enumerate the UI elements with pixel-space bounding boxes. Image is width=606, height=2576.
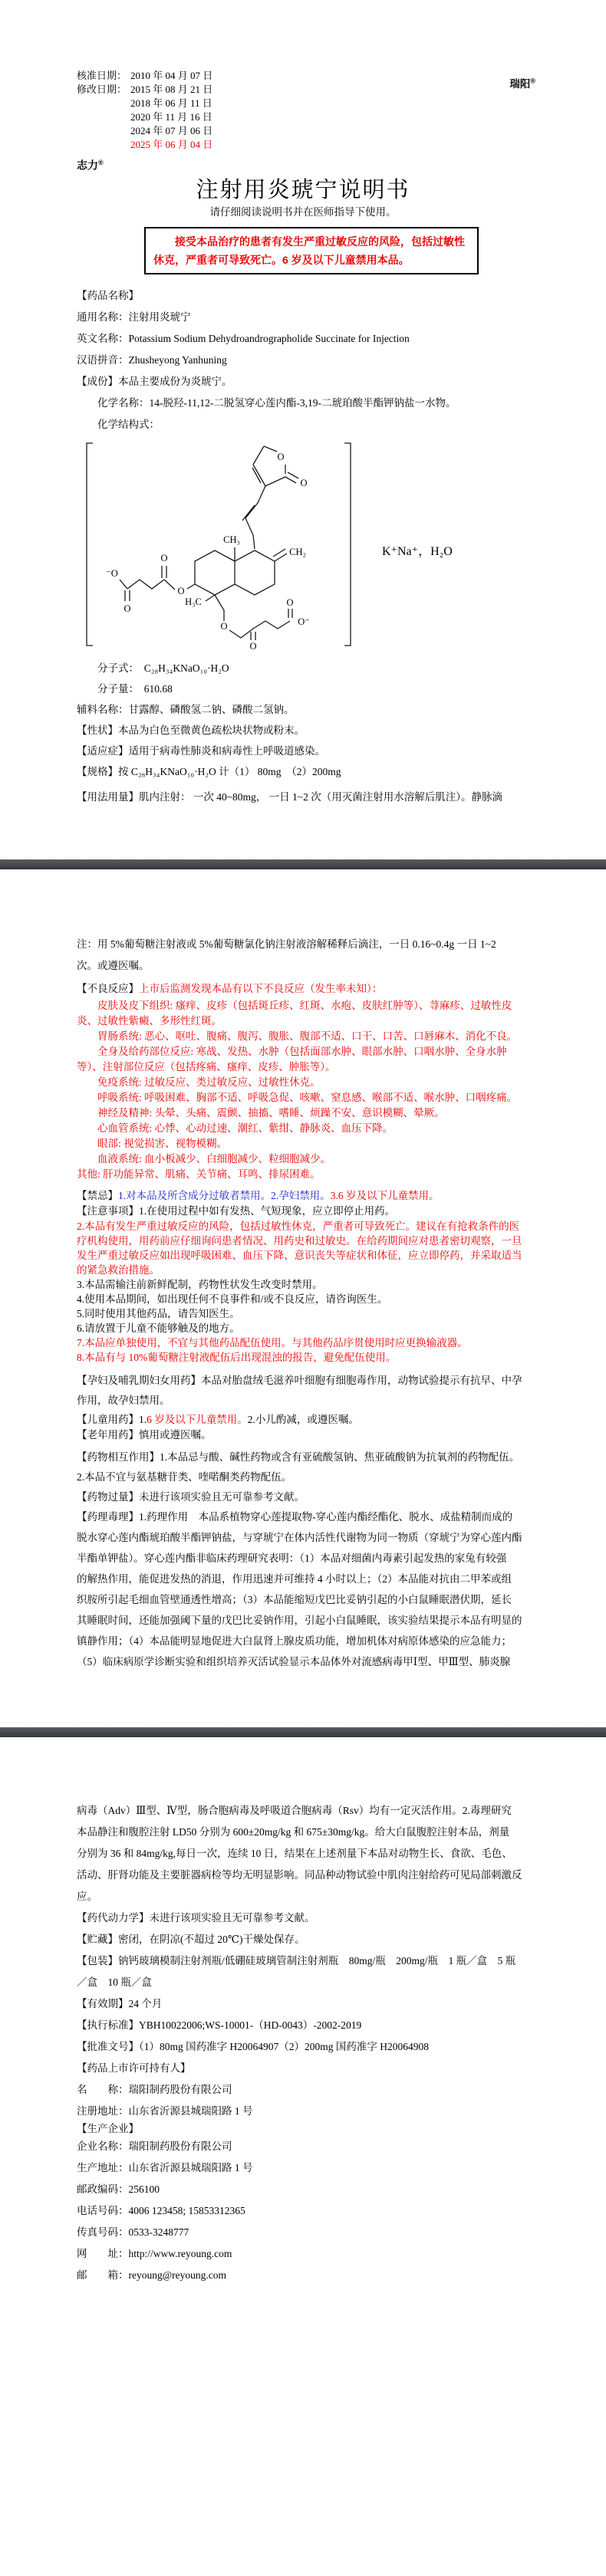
- text-line: [77, 1188, 529, 1204]
- page-separator: [0, 859, 606, 869]
- text-line: [77, 980, 529, 998]
- text-segment: 次。或遵医嘱。: [77, 960, 150, 971]
- brand-zhili-text: 志力: [77, 159, 98, 172]
- text-segment: 心血管系统: 心悸、心动过速、潮红、紫绀、静脉炎、血压下降。: [97, 1122, 394, 1134]
- text-segment: 【性状】本品为白色至微黄色疏松块状物或粉末。: [77, 724, 305, 736]
- text-segment: 2.本品有发生严重过敏反应的风险，包括过敏性休克，严重者可导致死亡。建议在有抢救条件的医: [77, 1221, 520, 1232]
- text-segment: 【贮藏】密闭，在阴凉(不超过 20℃)干燥处保存。: [77, 1934, 305, 1945]
- text-segment: 【生产企业】: [77, 2123, 139, 2134]
- text-segment: 电话号码：4006 123458; 15853312365: [77, 2205, 245, 2216]
- document-subtitle: 请仔细阅读说明书并在医师指导下使用。: [209, 205, 397, 218]
- text-segment: 胃肠系统: 恶心、呕吐、腹痛、腹泻、腹胀、腹部不适、口干、口苦、口唇麻木、消化不良。: [97, 1030, 518, 1042]
- text-segment: 镇静作用；（4）本品能明显地促进大白鼠肾上腺皮质功能，增加机体对病原体感染的应急能力；: [77, 1635, 512, 1647]
- text-segment: 免疫系统: 过敏反应、类过敏反应、过敏性休克。: [97, 1076, 321, 1088]
- text-line: [77, 699, 529, 720]
- text-segment: 【用法用量】肌内注射： 一次 40~80mg， 一日 1~2 次（用灭菌注射用水溶解后肌注）。静脉滴: [77, 790, 502, 803]
- text-line: [77, 1321, 529, 1336]
- text-line: [77, 2058, 529, 2079]
- text-line: [77, 2222, 529, 2243]
- page-separator: [0, 1727, 606, 1737]
- text-segment: 炎、过敏性紫癜、多形性红斑。: [77, 1015, 222, 1027]
- text-line: [77, 1631, 529, 1651]
- text-line: [77, 1014, 529, 1029]
- text-segment: 等）、注射部位反应（包括疼痛、瘙痒、皮疹、肿胀等）。: [77, 1061, 336, 1073]
- text-line: [77, 1428, 529, 1443]
- text-segment: 【老年用药】慎用或遵医嘱。: [77, 1429, 212, 1441]
- text-segment: 活动、肝肾功能及主要脏器病检等均无明显影响。同品种动物试验中肌肉注射给药可见局部刺激反: [77, 1869, 522, 1881]
- revision-date-value: 2015 年 08 月 21 日: [130, 84, 213, 95]
- oxygen-label: O: [124, 603, 131, 614]
- text-line: [77, 350, 529, 371]
- text-line: [77, 1350, 529, 1365]
- text-segment: 名 称：瑞阳制药股份有限公司: [77, 2084, 232, 2095]
- text-line: [77, 998, 529, 1014]
- text-segment: 分别为 36 和 84mg/kg,每日一次，连续 10 日，结果在上述剂量下本品对动物生长、食欲、毛色、: [77, 1848, 512, 1859]
- text-segment: 网 址：http://www.reyoung.com: [77, 2248, 232, 2259]
- text-line: [77, 371, 529, 393]
- carboxylate-label: O⁻: [298, 616, 310, 627]
- revision-date-row: [77, 83, 529, 97]
- text-line: [77, 307, 529, 328]
- page-3: [0, 1737, 606, 2576]
- registered-mark-icon: ®: [98, 159, 104, 166]
- text-segment: 【药理毒理】1.药理作用 本品系植物穿心莲提取物-穿心莲内酯经酯化、脱水、成盐精制而成的: [77, 1511, 513, 1523]
- text-line: [77, 1090, 529, 1106]
- text-line: [77, 2036, 529, 2058]
- text-line: [77, 1371, 529, 1391]
- text-line: [77, 1548, 529, 1569]
- text-line: [77, 2243, 529, 2265]
- text-line: [77, 1527, 529, 1548]
- black-box-warning: [144, 227, 479, 274]
- text-line: [77, 2265, 529, 2286]
- text-segment: 【有效期】24 个月: [77, 1998, 163, 2009]
- text-line: [77, 1336, 529, 1350]
- text-segment: 【儿童用药】1.: [77, 1414, 147, 1425]
- text-segment: 英文名称：Potassium Sodium Dehydroandrographolide Succinate for Injection: [77, 332, 410, 344]
- text-segment: 6 岁及以下儿童禁用。: [147, 1414, 248, 1425]
- text-line: [77, 1121, 529, 1136]
- text-segment: 2.小儿酌减，或遵医嘱。: [247, 1414, 359, 1425]
- text-segment: 注：用 5%葡萄糖注射液或 5%葡萄糖氯化钠注射液溶解稀释后滴注，一日 0.16~0.4g 一日 1~2: [77, 938, 496, 950]
- text-segment: 辅料名称：甘露醇、磷酸氢二钠、磷酸二氢钠。: [77, 703, 295, 715]
- revision-date-row-latest: [77, 138, 529, 152]
- text-line: [77, 1234, 529, 1248]
- text-segment: 6.请放置于儿童不能够触及的地方。: [77, 1322, 240, 1334]
- text-segment: 【药品名称】: [77, 289, 139, 301]
- text-segment: 邮 箱：reyoung@reyoung.com: [77, 2269, 227, 2281]
- text-segment: 【药物过量】未进行该项实验且无可靠参考文献。: [77, 1491, 305, 1503]
- text-line: [77, 2136, 529, 2157]
- methyl-label: CH₃: [223, 534, 240, 545]
- text-segment: 【注意事项】1.在使用过程中如有发热、气短现象，应立即停止用药。: [77, 1205, 396, 1217]
- text-segment: 5.同时使用其他药品，请告知医生。: [77, 1308, 240, 1319]
- text-line: [77, 1800, 529, 1822]
- text-segment: 邮政编码：256100: [77, 2183, 160, 2195]
- approval-date-row: [77, 69, 529, 83]
- text-segment: 皮肤及皮下组织: 瘙痒、皮疹（包括斑丘疹、红斑、水疱、皮肤红肿等）、荨麻疹、过敏性皮: [97, 1000, 512, 1011]
- text-line: [77, 1204, 529, 1219]
- text-line: [77, 1447, 529, 1467]
- text-segment: 【包装】钠钙玻璃模制注射剂瓶/低硼硅玻璃管制注射剂瓶 80mg/瓶 200mg/瓶 1 瓶／盒 5 瓶: [77, 1955, 516, 1967]
- text-line: [77, 955, 529, 977]
- page3-body: [77, 1800, 529, 2286]
- date-header: [77, 69, 529, 152]
- text-segment: 脱水穿心莲内酯琥珀酸半酯钾钠盐，与穿琥宁在体内活性代谢物为同一物质（穿琥宁为穿心莲内酯: [77, 1532, 522, 1543]
- text-line: [77, 1167, 529, 1182]
- text-line: [77, 1589, 529, 1610]
- text-line: [77, 1950, 529, 1972]
- revision-date-label: 修改日期：: [77, 84, 127, 95]
- text-line: [77, 761, 529, 782]
- text-segment: 生产地址：山东省沂源县城瑞阳路 1 号: [77, 2162, 253, 2174]
- text-line: [77, 678, 529, 699]
- text-line: [77, 1972, 529, 1993]
- carboxylate-label: ⁻O: [106, 567, 118, 579]
- oxygen-label: O: [300, 477, 308, 488]
- text-segment: 【药物相互作用】1.本品忌与酸、碱性药物或含有亚硫酸氢钠、焦亚硫酸钠为抗氧剂的药物配伍。: [77, 1451, 520, 1463]
- text-line: [77, 1306, 529, 1321]
- text-line: [77, 1569, 529, 1589]
- page1-body-bottom: [77, 658, 529, 808]
- text-line: [77, 934, 529, 955]
- text-line: [77, 1044, 529, 1060]
- text-line: [77, 1075, 529, 1090]
- text-segment: 呼吸系统: 呼吸困难、胸部不适、呼吸急促、咳嗽、窒息感、喉部不适、喉水肿、口咽疼痛。: [97, 1092, 518, 1103]
- text-line: [77, 2157, 529, 2179]
- text-segment: 本品静注和腹腔注射 LD50 分别为 600±20mg/kg 和 675±30mg/kg。给大白鼠腹腔注射本品，剂量: [77, 1826, 510, 1838]
- text-line: [77, 1136, 529, 1152]
- text-segment: （5）临床病原学诊断实验和组织培养灭活试验显示本品体外对流感病毒甲Ⅰ型、甲Ⅲ型、肺炎腺: [77, 1656, 511, 1668]
- text-line: [77, 1487, 529, 1507]
- brand-ruiyang-text: 瑞阳: [509, 78, 531, 90]
- text-segment: 【成份】本品主要成份为炎琥宁。: [77, 375, 232, 387]
- document-title: 注射用炎琥宁说明书: [196, 177, 410, 202]
- text-segment: 8.本品有与 10%葡萄糖注射液配伍后出现混浊的报告，避免配伍使用。: [77, 1352, 397, 1363]
- text-segment: 【批准文号】（1）80mg 国药准字 H20064907（2）200mg 国药准字 H20064908: [77, 2041, 429, 2052]
- bracket-left: [87, 443, 93, 646]
- text-segment: 【禁忌】: [77, 1190, 118, 1201]
- text-segment: 【药品上市许可持有人】: [77, 2062, 191, 2074]
- text-segment: 疗机构使用，用药前应仔细询问患者情况、用药史和过敏史。在给药期间应对患者密切观察，一旦: [77, 1235, 522, 1247]
- text-segment: ／盒 10 瓶／盒: [77, 1976, 152, 1988]
- text-segment: 化学结构式：: [97, 418, 160, 430]
- text-segment: 【孕妇及哺乳期妇女用药】本品对胎盘绒毛滋养叶细胞有细胞毒作用，动物试验提示有抗早、中孕: [77, 1375, 522, 1386]
- text-line: [77, 1822, 529, 1843]
- text-segment: 3.6 岁及以下儿童禁用。: [330, 1190, 440, 1201]
- text-line: [77, 1843, 529, 1865]
- text-segment: 7.本品应单独使用，不宜与其他药品配伍使用。与其他药品序贯使用时应更换输液器。: [77, 1337, 468, 1349]
- text-line: [77, 1391, 529, 1411]
- text-segment: 全身及给药部位反应: 寒战、发热、水肿（包括面部水肿、眼部水肿、口咽水肿、全身水肿: [97, 1046, 507, 1057]
- approval-date-label: 核准日期：: [77, 70, 127, 81]
- text-line: [77, 1219, 529, 1234]
- text-line: [77, 1248, 529, 1263]
- oxygen-label: O: [277, 451, 285, 462]
- text-line: [77, 1467, 529, 1487]
- registered-mark-icon: ®: [530, 77, 535, 85]
- bond-lines: [120, 446, 298, 640]
- text-segment: 【不良反应】: [77, 983, 139, 994]
- revision-date-value-latest: 2025 年 06 月 04 日: [130, 139, 213, 150]
- approval-date-value: 2010 年 04 月 07 日: [130, 70, 213, 81]
- text-segment: 【药代动力学】未进行该项实验且无可靠参考文献。: [77, 1912, 315, 1924]
- revision-date-value: 2024 年 07 月 06 日: [130, 125, 213, 136]
- oxygen-label: O: [286, 596, 294, 608]
- methylene-label: CH₂: [289, 546, 306, 557]
- text-line: [77, 328, 529, 350]
- text-line: [77, 393, 529, 414]
- text-segment: 发生严重过敏反应如出现呼吸困难、血压下降、意识丧失等症状和体征，应立即停药，并采取适当: [77, 1250, 522, 1261]
- text-line: [77, 1152, 529, 1167]
- text-line: [77, 1610, 529, 1631]
- text-segment: 作用，故孕妇禁用。: [77, 1395, 170, 1406]
- text-line: [77, 2179, 529, 2200]
- bracket-right: [344, 443, 351, 646]
- text-segment: 眼部: 视觉损害、视物模糊。: [97, 1138, 228, 1149]
- text-line: [77, 1507, 529, 1527]
- text-line: [77, 1993, 529, 2015]
- text-segment: 分子式： C₂₈H₃₄KNaO₁₀·H₂O: [97, 662, 229, 674]
- text-line: [77, 1929, 529, 1950]
- text-line: [77, 2015, 529, 2036]
- oxygen-label: O: [220, 620, 228, 632]
- text-line: [77, 2101, 529, 2122]
- text-line: [77, 2079, 529, 2101]
- page-1: [0, 0, 606, 859]
- text-segment: 血液系统: 血小板减少、白细胞减少、粒细胞减少。: [97, 1153, 331, 1165]
- revision-date-row: [77, 97, 529, 110]
- text-line: [77, 2122, 529, 2136]
- text-line: [77, 1106, 529, 1121]
- methyl-label: H₃C: [185, 596, 202, 607]
- text-segment: 传真号码：0533-3248777: [77, 2226, 189, 2238]
- text-segment: 神经及精神: 头晕、头痛、震颤、抽搐、嗜睡、烦躁不安、意识模糊、晕厥。: [97, 1107, 445, 1119]
- text-line: [77, 1907, 529, 1929]
- oxygen-label: O: [249, 640, 257, 652]
- text-line: [77, 414, 529, 435]
- revision-date-row: [77, 124, 529, 138]
- chemical-structure-figure: [77, 439, 522, 652]
- text-line: [77, 741, 529, 761]
- text-line: [77, 1277, 529, 1292]
- text-line: [77, 285, 529, 307]
- text-line: [77, 1651, 529, 1672]
- text-segment: 【规格】按 C₂₈H₃₄KNaO₁₀·H₂O 计（1） 80mg （2）200mg: [77, 765, 341, 777]
- brand-zhili: [77, 155, 529, 173]
- text-segment: 其睡眠时间，还能加强阈下量的戊巴比妥钠作用，引起小白鼠睡眠，该实验结果提示本品有明显的: [77, 1615, 522, 1626]
- text-segment: 化学名称：14-脱羟-11,12-二脱氢穿心莲内酯-3,19-二琥珀酸半酯钾钠盐一水物。: [97, 396, 456, 409]
- text-line: [77, 1263, 529, 1277]
- counter-ion-label: K⁺Na⁺，H₂O: [382, 544, 453, 558]
- text-segment: 通用名称：注射用炎琥宁: [77, 310, 191, 323]
- text-line: [77, 1865, 529, 1886]
- text-line: [77, 787, 529, 808]
- text-segment: 汉语拼音：Zhusheyong Yanhuning: [77, 353, 227, 366]
- text-line: [77, 1029, 529, 1044]
- text-segment: 半酯单钾盐）。穿心莲内酯非临床药理研究表明：（1）本品对细菌内毒素引起发热的家兔有较强: [77, 1552, 507, 1564]
- text-segment: 应。: [77, 1891, 97, 1902]
- revision-date-value: 2018 年 06 月 11 日: [130, 97, 212, 109]
- page-2: [0, 869, 606, 1727]
- text-line: [77, 1060, 529, 1075]
- text-segment: 【执行标准】YBH10022006;WS-10001-（HD-0043）-2002-2019: [77, 2019, 362, 2031]
- text-segment: 其他: 肝功能异常、肌痛、关节痛、耳鸣、排尿困难。: [77, 1168, 321, 1180]
- revision-date-row: [77, 110, 529, 124]
- warning-text: 接受本品治疗的患者有发生严重过敏反应的风险，包括过敏性休克，严重者可导致死亡。6 岁及以下儿童禁用本品。: [153, 235, 465, 266]
- revision-date-value: 2020 年 11 月 16 日: [130, 111, 212, 123]
- page2-body: [77, 934, 529, 1672]
- text-segment: 企业名称：瑞阳制药股份有限公司: [77, 2141, 232, 2152]
- text-line: [77, 1886, 529, 1907]
- text-line: [77, 2200, 529, 2222]
- text-segment: 3.本品需输注前新鲜配制，药物性状发生改变时禁用。: [77, 1279, 323, 1290]
- text-segment: 1.对本品及所含成分过敏者禁用。2.孕妇禁用。: [118, 1190, 331, 1201]
- oxygen-label: O: [160, 552, 168, 564]
- text-line: [77, 720, 529, 741]
- text-segment: 【适应症】适用于病毒性肺炎和病毒性上呼吸道感染。: [77, 744, 325, 757]
- text-line: [77, 658, 529, 678]
- text-segment: 分子量： 610.68: [97, 682, 173, 695]
- text-line: [77, 1412, 529, 1428]
- text-segment: 2.本品不宜与氨基糖苷类、喹喏酮类药物配伍。: [77, 1471, 292, 1483]
- text-segment: 织胺所引起毛细血管壁通透性增高；（3）本品能缩短戊巴比妥钠引起的小白鼠睡眠潜伏期，延长: [77, 1594, 512, 1605]
- brand-ruiyang: [509, 75, 535, 90]
- text-line: [77, 1292, 529, 1306]
- oxygen-label: O: [177, 585, 185, 596]
- text-segment: 的解热作用，能促进发热的消退，作用迅速并可维持 4 小时以上；（2）本品能对抗由二甲苯或组: [77, 1573, 512, 1585]
- text-segment: 注册地址：山东省沂源县城瑞阳路 1 号: [77, 2105, 253, 2117]
- text-segment: 的紧急救治措施。: [77, 1264, 160, 1276]
- page1-body-top: [77, 285, 529, 435]
- text-segment: 4.使用本品期间，如出现任何不良事件和/或不良反应，请咨询医生。: [77, 1293, 388, 1305]
- text-segment: 病毒（Adv）Ⅲ型、Ⅳ型，肠合胞病毒及呼吸道合胞病毒（Rsv）均有一定灭活作用。2.毒理研究: [77, 1805, 512, 1816]
- text-segment: 上市后监测发现本品有以下不良反应（发生率未知）：: [139, 983, 383, 994]
